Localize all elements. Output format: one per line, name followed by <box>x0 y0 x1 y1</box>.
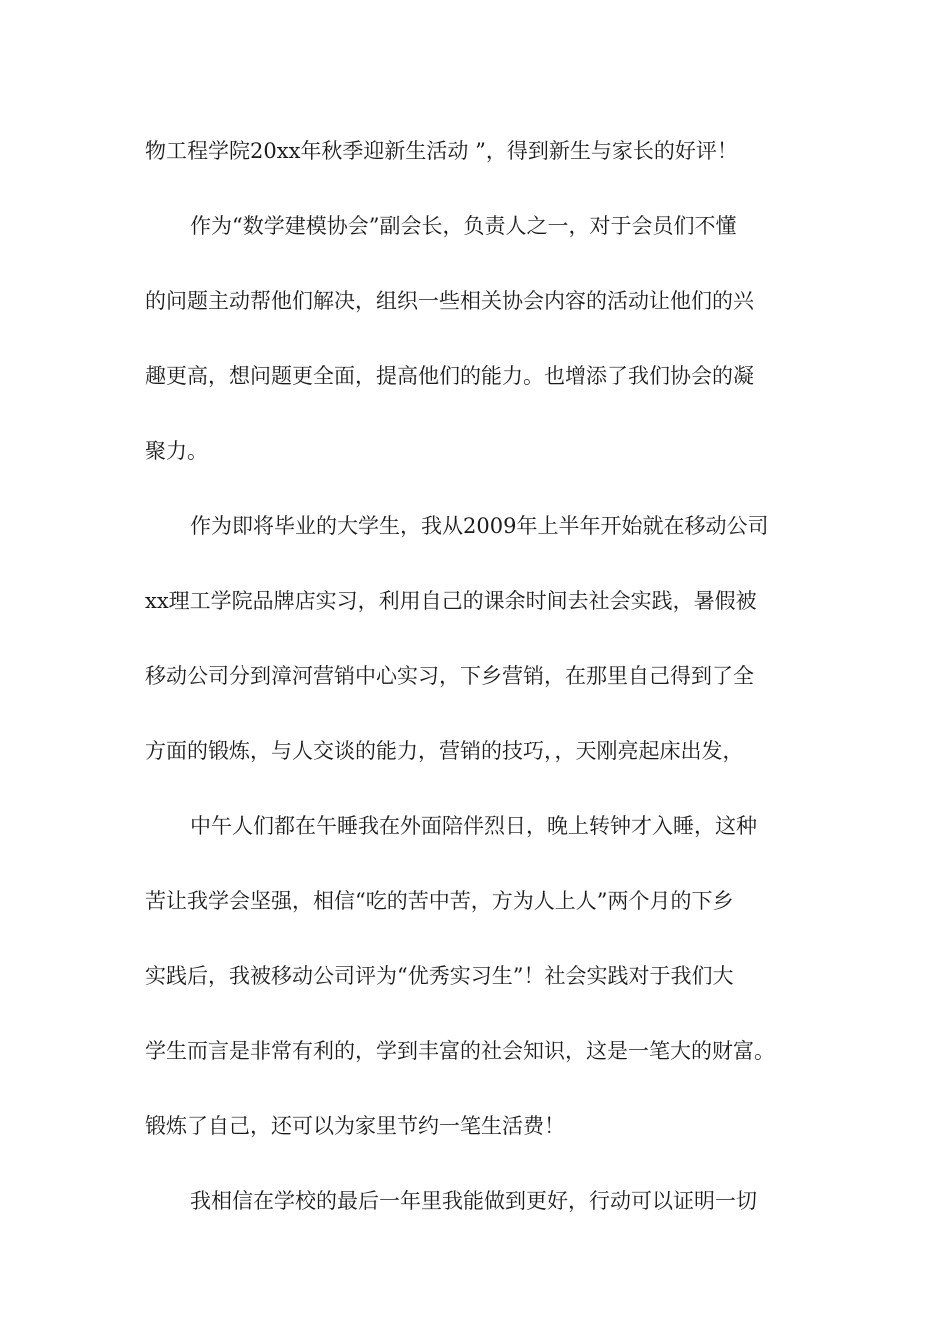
text-line: xx理工学院品牌店实习，利用自己的课余时间去社会实践，暑假被 <box>145 589 757 613</box>
paragraph-first-line: 作为即将毕业的大学生，我从2009年上半年开始就在移动公司 <box>190 514 769 538</box>
text-line: 聚力。 <box>145 439 208 463</box>
text-line: 趣更高，想问题更全面，提高他们的能力。也增添了我们协会的凝 <box>145 364 754 388</box>
text-line: 锻炼了自己，还可以为家里节约一笔生活费！ <box>145 1114 565 1138</box>
text-line: 苦让我学会坚强，相信“吃的苦中苦，方为人上人”两个月的下乡 <box>145 889 734 913</box>
paragraph-first-line: 作为“数学建模协会”副会长，负责人之一，对于会员们不懂 <box>190 214 737 238</box>
text-line: 实践后，我被移动公司评为“优秀实习生”！社会实践对于我们大 <box>145 964 734 988</box>
text-line: 方面的锻炼，与人交谈的能力，营销的技巧，，天刚亮起床出发， <box>145 739 744 763</box>
paragraph-first-line: 中午人们都在午睡我在外面陪伴烈日，晚上转钟才入睡，这种 <box>190 814 757 838</box>
paragraph-first-line: 我相信在学校的最后一年里我能做到更好，行动可以证明一切 <box>190 1189 757 1213</box>
text-line: 的问题主动帮他们解决，组织一些相关协会内容的活动让他们的兴 <box>145 289 754 313</box>
text-line: 学生而言是非常有利的，学到丰富的社会知识，这是一笔大的财富。 <box>145 1039 775 1063</box>
text-line: 移动公司分到漳河营销中心实习，下乡营销，在那里自己得到了全 <box>145 664 754 688</box>
text-line: 物工程学院20xx年秋季迎新生活动 ”，得到新生与家长的好评！ <box>145 139 738 163</box>
